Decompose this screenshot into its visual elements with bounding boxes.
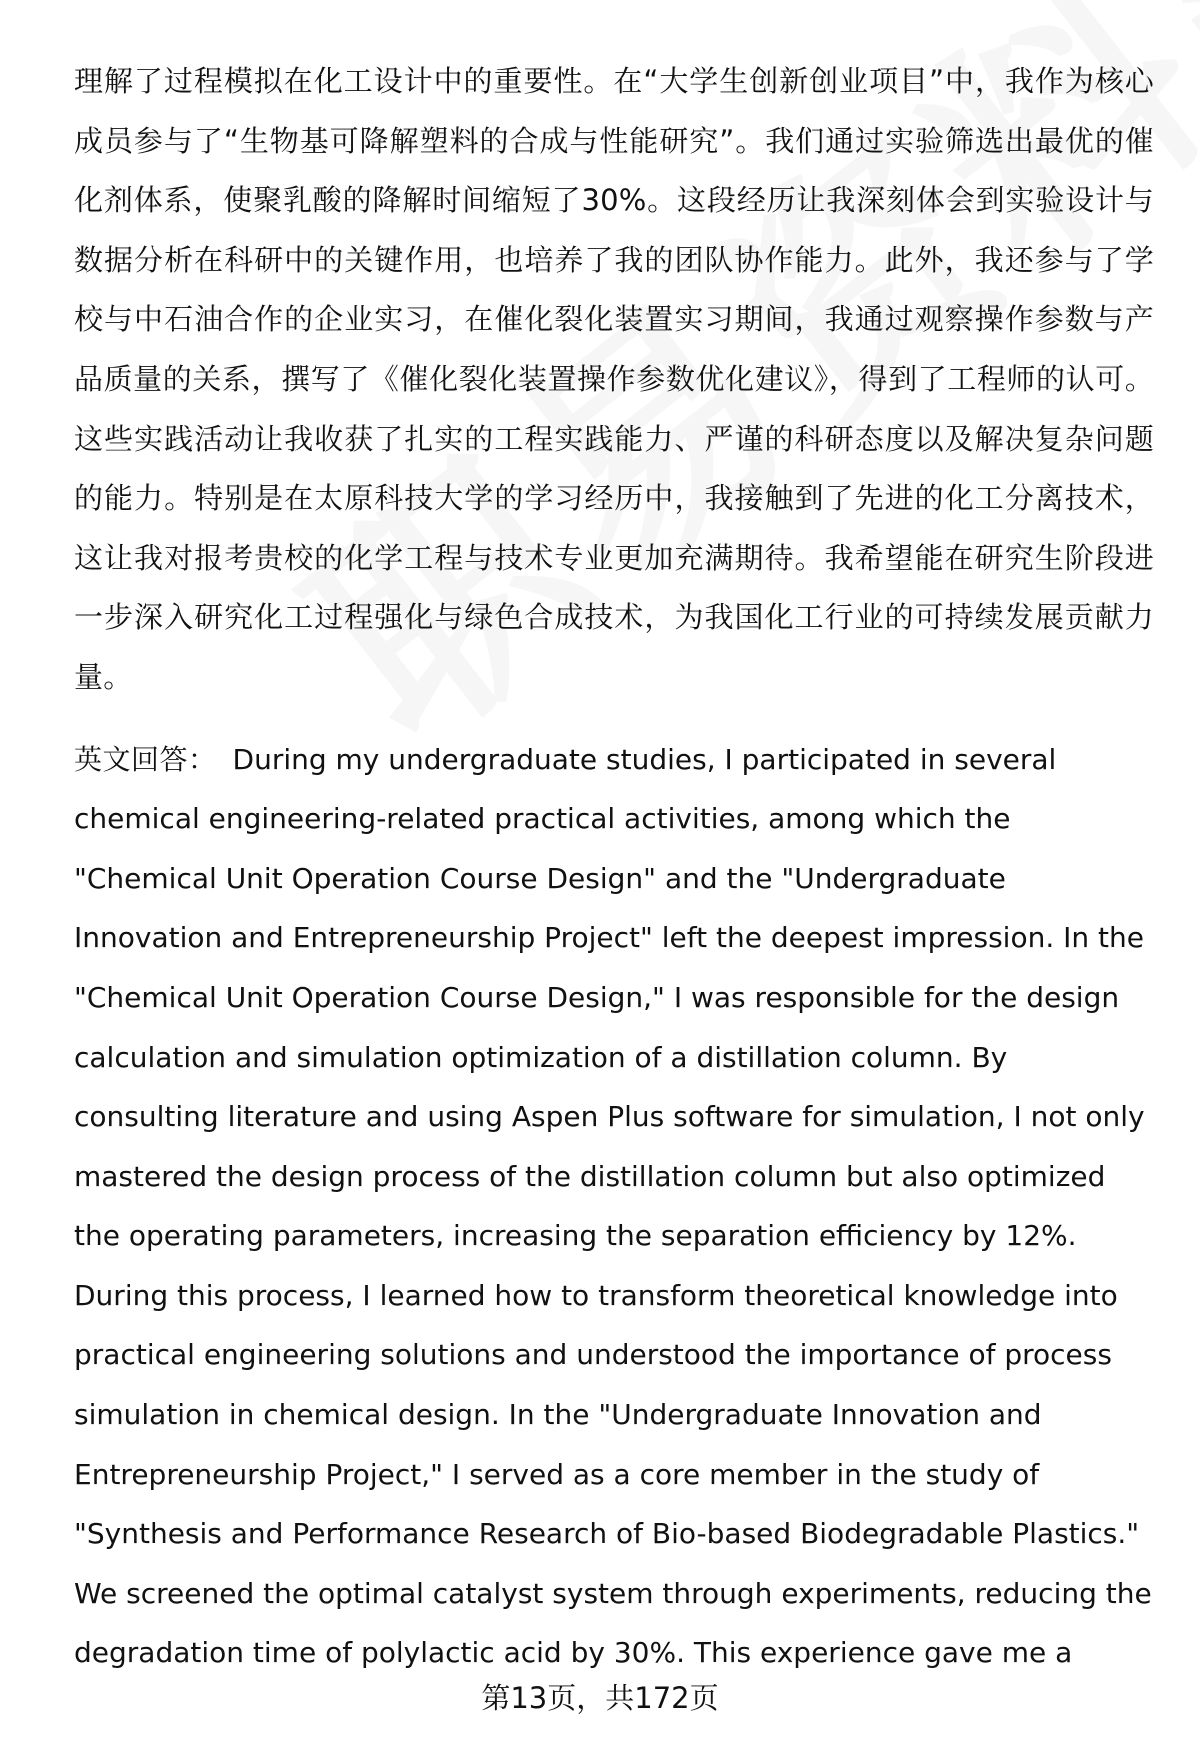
page-footer: 第13页，共172页 [481,1681,719,1715]
document-body [74,52,1154,1683]
english-answer-paragraph [74,730,1154,1684]
english-answer-text: During my undergraduate studies, I participated in several chemical engineering-related practical activities, among which the "Chemical Unit Operation Course Design" and the "Undergraduate Innovation and Entrepreneurship Project" left the deepest impression. In the "Chemical Unit Operation Course Design," I was responsible for the design calculation and simulation optimization of a distillation column. By consulting literature and using Aspen Plus software for simulation, I not only mastered the design process of the distillation column but also optimized the operating parameters, increasing the separation efficiency by 12%. During this process, I learned how to transform theoretical knowledge into practical engineering solutions and understood the importance of process simulation in chemical design. In the "Undergraduate Innovation and Entrepreneurship Project," I served as a core member in the study of "Synthesis and Performance Research of Bio-based Biodegradable Plastics." We screened the optimal catalyst system through experiments, reducing the degradation time of polylactic acid by 30%. This experience gave me a [74,742,1152,1670]
chinese-paragraph: 理解了过程模拟在化工设计中的重要性。在“大学生创新创业项目”中，我作为核心成员参与了“生物基可降解塑料的合成与性能研究”。我们通过实验筛选出最优的催化剂体系，使聚乳酸的降解时间缩短了30%。这段经历让我深刻体会到实验设计与数据分析在科研中的关键作用，也培养了我的团队协作能力。此外，我还参与了学校与中石油合作的企业实习，在催化裂化装置实习期间，我通过观察操作参数与产品质量的关系，撰写了《催化裂化装置操作参数优化建议》，得到了工程师的认可。这些实践活动让我收获了扎实的工程实践能力、严谨的科研态度以及解决复杂问题的能力。特别是在太原科技大学的学习经历中，我接触到了先进的化工分离技术，这让我对报考贵校的化学工程与技术专业更加充满期待。我希望能在研究生阶段进一步深入研究化工过程强化与绿色合成技术，为我国化工行业的可持续发展贡献力量。 [74,64,1154,694]
english-answer-label: 英文回答： [74,742,217,776]
